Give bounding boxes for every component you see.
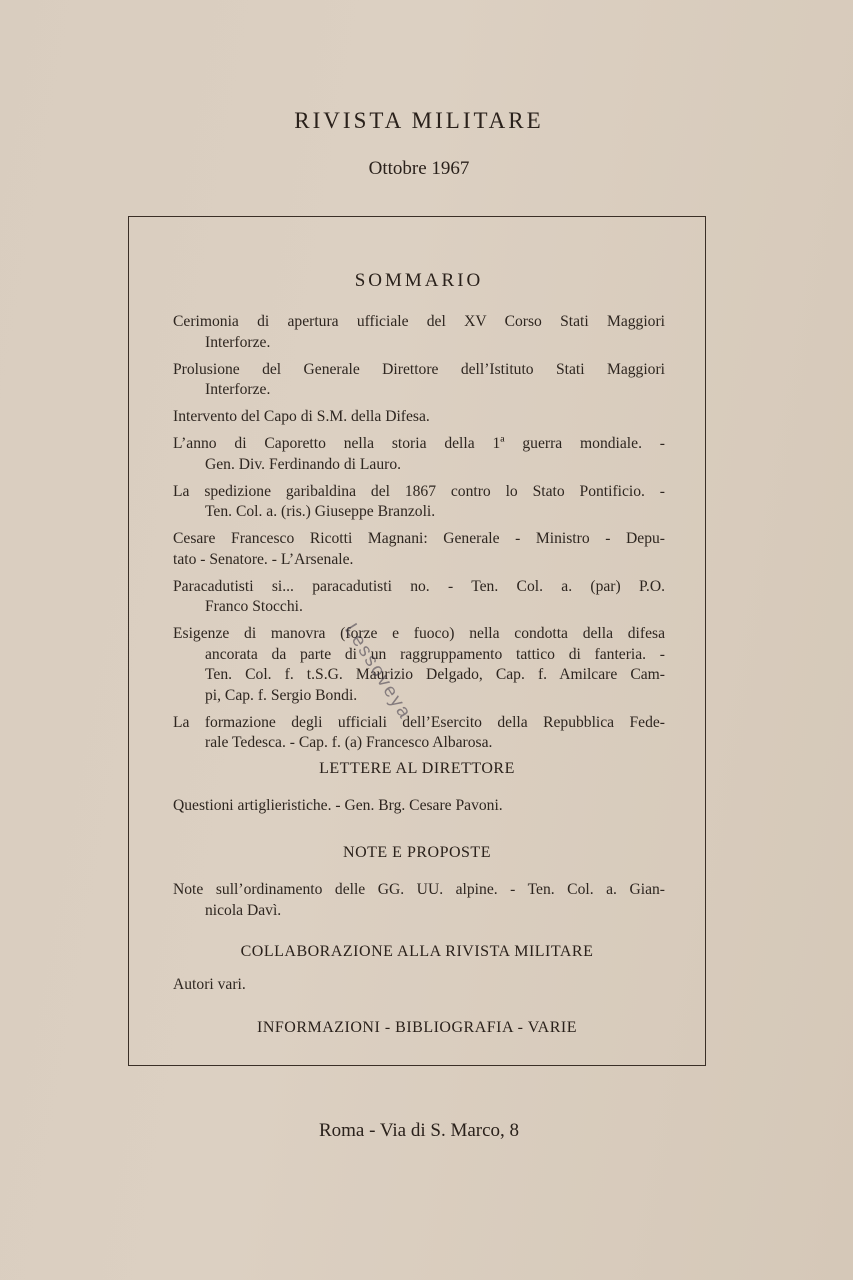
summary-entry-continuation: Interforze. [205,381,271,398]
summary-entry-text: Esigenze di manovra (forze e fuoco) nella condotta della difesa [173,625,665,642]
summary-entry-text: La spedizione garibaldina del 1867 contro lo Stato Pontificio. - [173,482,665,500]
summary-entry-continuation: rale Tedesca. - Cap. f. (a) Francesco Albarosa. [205,734,493,751]
summary-entry-text: Cerimonia di apertura ufficiale del XV Corso Stati Maggiori [173,313,665,330]
journal-title: RIVISTA MILITARE [294,108,544,133]
summary-entry-continuation: tato - Senatore. - L’Arsenale. [173,550,354,568]
summary-entry [173,312,665,353]
letters-entry-text: Questioni artiglieristiche. - Gen. Brg. Cesare Pavoni. [173,797,503,814]
collaboration-heading: COLLABORAZIONE ALLA RIVISTA MILITARE [240,943,594,960]
letters-entry [173,796,665,817]
summary-entry-continuation: Interforze. [205,333,271,351]
summary-entry-text: Cesare Francesco Ricotti Magnani: Generale - Ministro - Depu- [173,530,665,547]
collaboration-entry [173,975,665,996]
notes-entry-continuation: nicola Davì. [205,901,282,919]
summary-list [173,312,665,760]
collaboration-entry-text: Autori vari. [173,976,246,993]
summary-entry-text: L’anno di Caporetto nella storia della 1ª guerra mondiale. - [173,435,665,452]
summary-entry-text: La formazione degli ufficiali dell’Esercito della Repubblica Fede- [173,713,665,731]
summary-entry-continuation: Ten. Col. f. t.S.G. Maurizio Delgado, Cap. f. Amilcare Cam- [205,666,665,683]
summary-entry [173,407,665,428]
notes-entry-text: Note sull’ordinamento delle GG. UU. alpine. - Ten. Col. a. Gian- [173,881,665,898]
summary-entry-continuation: pi, Cap. f. Sergio Bondi. [205,686,358,704]
summary-entry [173,624,665,706]
issue-date: Ottobre 1967 [368,158,470,179]
summary-entry-continuation: ancorata da parte di un raggruppamento tattico di fanteria. - [205,645,665,663]
summary-entry-continuation: Ten. Col. a. (ris.) Giuseppe Branzoli. [205,503,436,520]
notes-entry [173,880,665,921]
summary-entry-text: Paracadutisti si... paracadutisti no. - Ten. Col. a. (par) P.O. [173,577,665,595]
summary-entry [173,360,665,401]
summary-entry [173,482,665,523]
summary-entry [173,577,665,618]
watermark: Lessoveya [340,620,416,724]
summary-entry-text: Prolusione del Generale Direttore dell’Istituto Stati Maggiori [173,360,665,378]
letters-heading: LETTERE AL DIRETTORE [319,760,515,777]
summary-heading: SOMMARIO [354,270,484,291]
summary-entry-continuation: Franco Stocchi. [205,598,303,615]
summary-entry-text: Intervento del Capo di S.M. della Difesa. [173,408,430,425]
notes-heading: NOTE E PROPOSTE [343,844,491,861]
summary-entry [173,713,665,754]
publisher-address: Roma - Via di S. Marco, 8 [318,1120,520,1141]
misc-heading: INFORMAZIONI - BIBLIOGRAFIA - VARIE [256,1019,578,1036]
summary-entry [173,434,665,475]
summary-entry-continuation: Gen. Div. Ferdinando di Lauro. [205,455,402,473]
summary-entry [173,529,665,570]
